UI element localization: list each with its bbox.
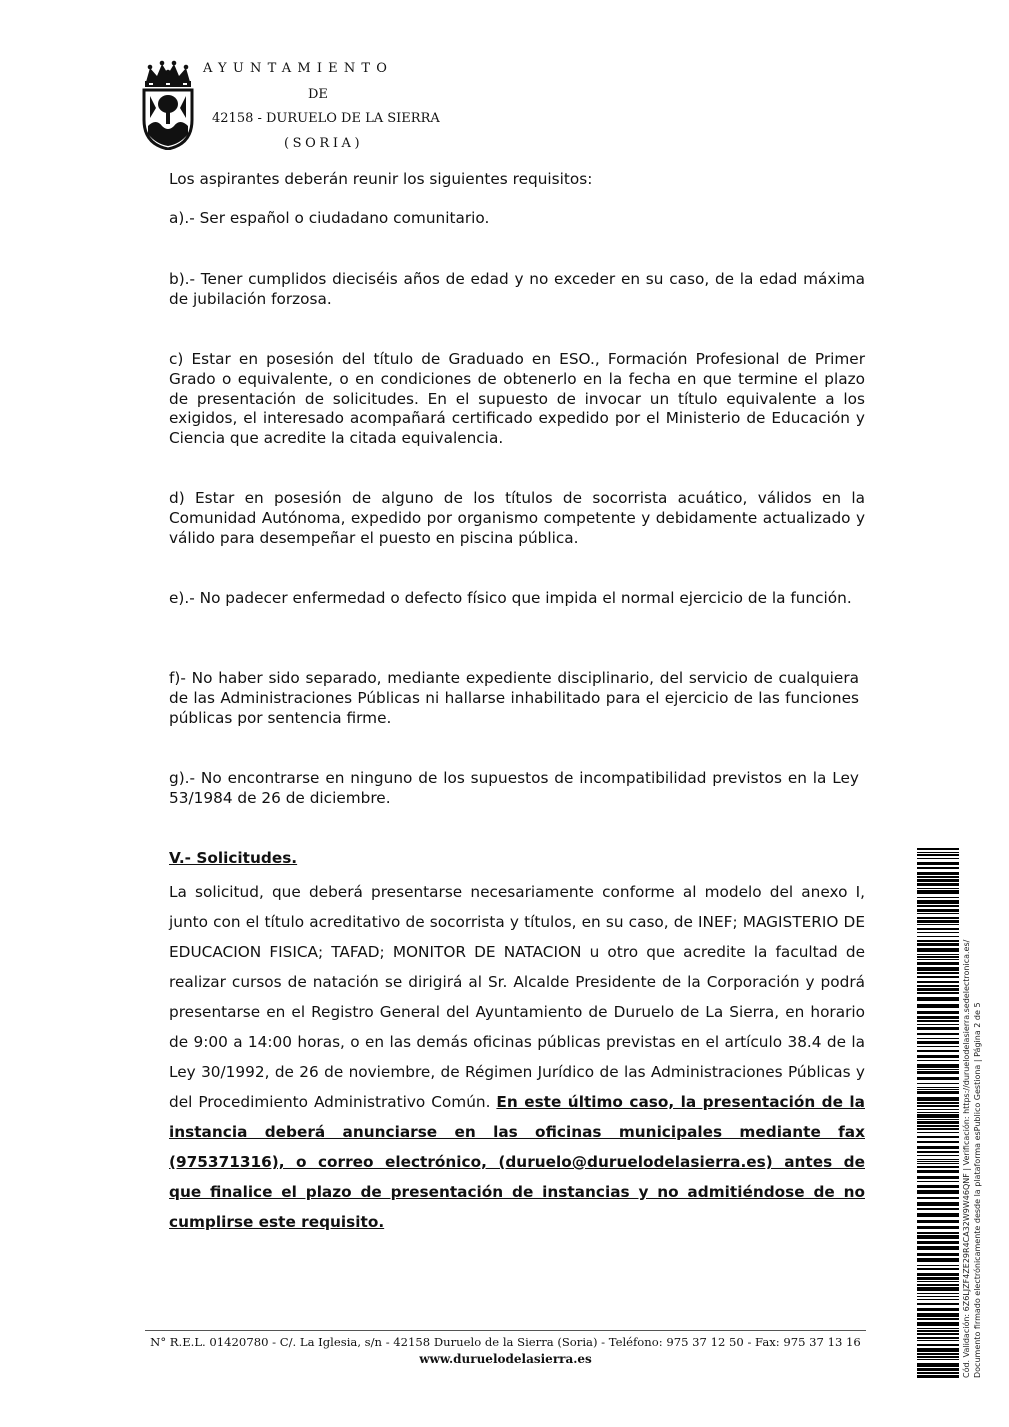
barcode-bar	[917, 1114, 959, 1118]
barcode-bar	[917, 1344, 959, 1346]
barcode-bar	[917, 997, 959, 1001]
barcode-bar	[917, 1299, 959, 1300]
footer-divider	[145, 1330, 866, 1331]
barcode-bar	[917, 992, 959, 994]
barcode-bar	[917, 1340, 959, 1341]
barcode-bar	[917, 956, 959, 958]
barcode-bar	[917, 1277, 959, 1280]
barcode-bar	[917, 1163, 959, 1164]
requirement-g: g).- No encontrarse en ninguno de los supuestos de incompatibilidad previstos en la Ley 53/1984 de 26 de diciembre.	[169, 769, 859, 807]
barcode-bar	[917, 924, 959, 925]
signature-note: Documento firmado electrónicamente desde la plataforma esPublico Gestiona | Página 2 de 5	[972, 1002, 982, 1378]
barcode-bar	[917, 1046, 959, 1047]
barcode-bar	[917, 1089, 959, 1090]
barcode-bar	[917, 1161, 959, 1162]
barcode-bar	[917, 1268, 959, 1270]
barcode-bar	[917, 1119, 959, 1120]
barcode-bar	[917, 1077, 959, 1080]
header-de: DE	[308, 87, 328, 102]
barcode-bar	[917, 943, 959, 946]
barcode-bar	[917, 1220, 959, 1223]
barcode-bar	[917, 1102, 959, 1104]
barcode-bar	[917, 1050, 959, 1052]
barcode-bar	[917, 890, 959, 894]
barcode-bar	[917, 1202, 959, 1206]
barcode-bar	[917, 858, 959, 859]
barcode-bar	[917, 1293, 959, 1294]
barcode-bar	[917, 905, 959, 907]
barcode-bar	[917, 1024, 959, 1025]
barcode-bar	[917, 920, 959, 923]
barcode-bar	[917, 1208, 959, 1210]
barcode-bar	[917, 967, 959, 971]
solicitudes-paragraph	[169, 877, 865, 1237]
barcode-bar	[917, 1020, 959, 1022]
barcode-bar	[917, 1064, 959, 1068]
barcode-bar	[917, 1328, 959, 1329]
barcode-bar	[917, 872, 959, 875]
barcode-bar	[917, 1226, 959, 1229]
barcode-bar	[917, 1232, 959, 1234]
coat-of-arms-icon	[140, 60, 196, 150]
barcode-bar	[917, 1284, 959, 1286]
barcode-bar	[917, 1185, 959, 1188]
barcode-bar	[917, 928, 959, 930]
barcode-bar	[917, 1375, 959, 1378]
section-title: V.- Solicitudes.	[169, 849, 298, 867]
requirement-e: e).- No padecer enfermedad o defecto físico que impida el normal ejercicio de la función.	[169, 589, 852, 607]
barcode-bar	[917, 852, 959, 853]
barcode-bar	[917, 1097, 959, 1101]
barcode-bar	[917, 1353, 959, 1355]
validation-sidebar	[962, 848, 996, 1378]
barcode-bar	[917, 1016, 959, 1019]
barcode-bar	[917, 1372, 959, 1374]
header-town: 42158 - DURUELO DE LA SIERRA	[212, 111, 440, 126]
barcode-bar	[917, 1004, 959, 1008]
barcode-bar	[917, 1322, 959, 1326]
barcode-bar	[917, 1296, 959, 1297]
barcode-bar	[917, 988, 959, 991]
barcode-bar	[917, 867, 959, 869]
barcode-bar	[917, 1159, 959, 1160]
barcode-bar	[917, 1235, 959, 1239]
barcode-bar	[917, 932, 959, 933]
barcode-bar	[917, 1155, 959, 1156]
barcode-bar	[917, 862, 959, 865]
barcode-bar	[917, 1055, 959, 1058]
barcode-bar	[917, 1258, 959, 1262]
barcode-bar	[917, 1281, 959, 1282]
barcode-bar	[917, 1181, 959, 1182]
barcode-bar	[917, 959, 959, 960]
barcode-bar	[917, 900, 959, 904]
requirements-intro: Los aspirantes deberán reunir los siguientes requisitos:	[169, 170, 593, 188]
barcode-bar	[917, 913, 959, 914]
barcode-bar	[917, 1128, 959, 1130]
solicitudes-text: La solicitud, que deberá presentarse necesariamente conforme al modelo del anexo I, junto con el título acreditativo de socorrista y títulos, en su caso, de INEF; MAGISTERIO DE EDUCACION FISICA; TAFAD; MONITOR DE NATACION u otro que acredite la facultad de realizar cursos de natación se dirigirá al Sr. Alcalde Presidente de la Corporación y podrá presentarse en el Registro General del Ayuntamiento de Duruelo de La Sierra, en horario de 9:00 a 14:00 horas, o en las demás oficinas públicas previstas en el artículo 38.4 de la Ley 30/1992, de 26 de noviembre, de Régimen Jurídico de las Administraciones Públicas y del Procedimiento Administrativo Común.	[169, 883, 865, 1111]
barcode-bar	[917, 1125, 959, 1127]
footer-website-link[interactable]: www.duruelodelasierra.es	[419, 1352, 592, 1366]
barcode-bar	[917, 1333, 959, 1335]
barcode-bar	[917, 879, 959, 882]
barcode-bar	[917, 1166, 959, 1168]
barcode-bar	[917, 1087, 959, 1088]
requirement-b: b).- Tener cumplidos dieciséis años de edad y no exceder en su caso, de la edad máxima de jubilación forzosa.	[169, 270, 865, 308]
barcode-bar	[917, 1060, 959, 1061]
barcode-bar	[917, 981, 959, 983]
barcode-bar	[917, 976, 959, 978]
barcode-bar	[917, 985, 959, 987]
barcode-bar	[917, 1197, 959, 1199]
barcode-bar	[917, 1313, 959, 1317]
barcode-bar	[917, 1112, 959, 1113]
barcode-icon	[917, 848, 959, 1378]
barcode-bar	[917, 1363, 959, 1367]
barcode-bar	[917, 1011, 959, 1014]
barcode-bar	[917, 1348, 959, 1352]
barcode-bar	[917, 1151, 959, 1153]
barcode-bar	[917, 1091, 959, 1094]
footer-address: N° R.E.L. 01420780 - C/. La Iglesia, s/n - 42158 Duruelo de la Sierra (Soria) - Teléfono: 975 37 12 50 - Fax: 975 37 13 16	[150, 1335, 861, 1349]
barcode-bar	[917, 876, 959, 878]
barcode-bar	[917, 854, 959, 856]
barcode-bar	[917, 1368, 959, 1371]
barcode-bar	[917, 883, 959, 886]
barcode-bar	[917, 954, 959, 955]
header-province: (SORIA)	[284, 136, 364, 151]
barcode-bar	[917, 1170, 959, 1173]
barcode-bar	[917, 848, 959, 850]
barcode-bar	[917, 1213, 959, 1217]
barcode-bar	[917, 1265, 959, 1266]
requirement-c: c) Estar en posesión del título de Graduado en ESO., Formación Profesional de Primer Grado o equivalente, o en condiciones de obtenerlo en la fecha en que termine el plazo de presentación de solicitudes. En el supuesto de invocar un título equivalente a los exigidos, el interesado acompañará certificado expedido por el Ministerio de Educación y Ciencia que acredite la citada equivalencia.	[169, 350, 865, 448]
barcode-bar	[917, 962, 959, 965]
barcode-bar	[917, 1190, 959, 1194]
barcode-bar	[917, 888, 959, 889]
barcode-bar	[917, 1033, 959, 1035]
requirement-a: a).- Ser español o ciudadano comunitario.	[169, 209, 490, 227]
barcode-bar	[917, 1359, 959, 1360]
barcode-bar	[917, 940, 959, 942]
header-municipality-label: AYUNTAMIENTO	[203, 61, 394, 76]
requirement-f: f)- No haber sido separado, mediante expediente disciplinario, del servicio de cualquiera de las Administraciones Públicas ni hallarse inhabilitado para el ejercicio de las funciones públicas por sentencia firme.	[169, 669, 859, 727]
barcode-bar	[917, 1071, 959, 1074]
barcode-bar	[917, 909, 959, 912]
barcode-bar	[917, 1176, 959, 1179]
barcode-bar	[917, 1146, 959, 1149]
requirement-d: d) Estar en posesión de alguno de los títulos de socorrista acuático, válidos en la Comunidad Autónoma, expedido por organismo competente y debidamente actualizado y válido para desempeñar el puesto en piscina pública.	[169, 489, 865, 547]
barcode-bar	[917, 1141, 959, 1143]
barcode-bar	[917, 1105, 959, 1107]
barcode-bar	[917, 1083, 959, 1084]
barcode-bar	[917, 1246, 959, 1250]
barcode-bar	[917, 1253, 959, 1256]
barcode-bar	[917, 1121, 959, 1124]
barcode-bar	[917, 1109, 959, 1110]
barcode-bar	[917, 897, 959, 898]
barcode-bar	[917, 948, 959, 952]
barcode-bar	[917, 1337, 959, 1339]
barcode-bar	[917, 1041, 959, 1044]
barcode-bar	[917, 1273, 959, 1276]
barcode-bar	[917, 1027, 959, 1030]
barcode-bar	[917, 1330, 959, 1332]
barcode-bar	[917, 1303, 959, 1305]
barcode-bar	[917, 1318, 959, 1320]
barcode-bar	[917, 1356, 959, 1358]
barcode-bar	[917, 1308, 959, 1311]
solicitudes-bold-notice: En este último caso, la presentación de la instancia deberá anunciarse en las oficinas municipales mediante fax (975371316), o correo electrónico, (duruelo@duruelodelasierra.es) antes de que finalice el plazo de presentación de instancias y no admitiéndose de no cumplirse este requisito.	[169, 1093, 865, 1231]
barcode-bar	[917, 1136, 959, 1138]
barcode-bar	[917, 1241, 959, 1244]
barcode-bar	[917, 917, 959, 919]
barcode-bar	[917, 1287, 959, 1291]
validation-code: Cód. Validación: 6Z6LJZF4ZE29R4CA32W9W46QNF | Verificación: https://duruelodelasierra.sedelectronica.es/	[962, 939, 971, 1378]
barcode-bar	[917, 972, 959, 974]
barcode-bar	[917, 1132, 959, 1133]
barcode-bar	[917, 936, 959, 937]
barcode-bar	[917, 1038, 959, 1039]
barcode-bar	[917, 1069, 959, 1070]
